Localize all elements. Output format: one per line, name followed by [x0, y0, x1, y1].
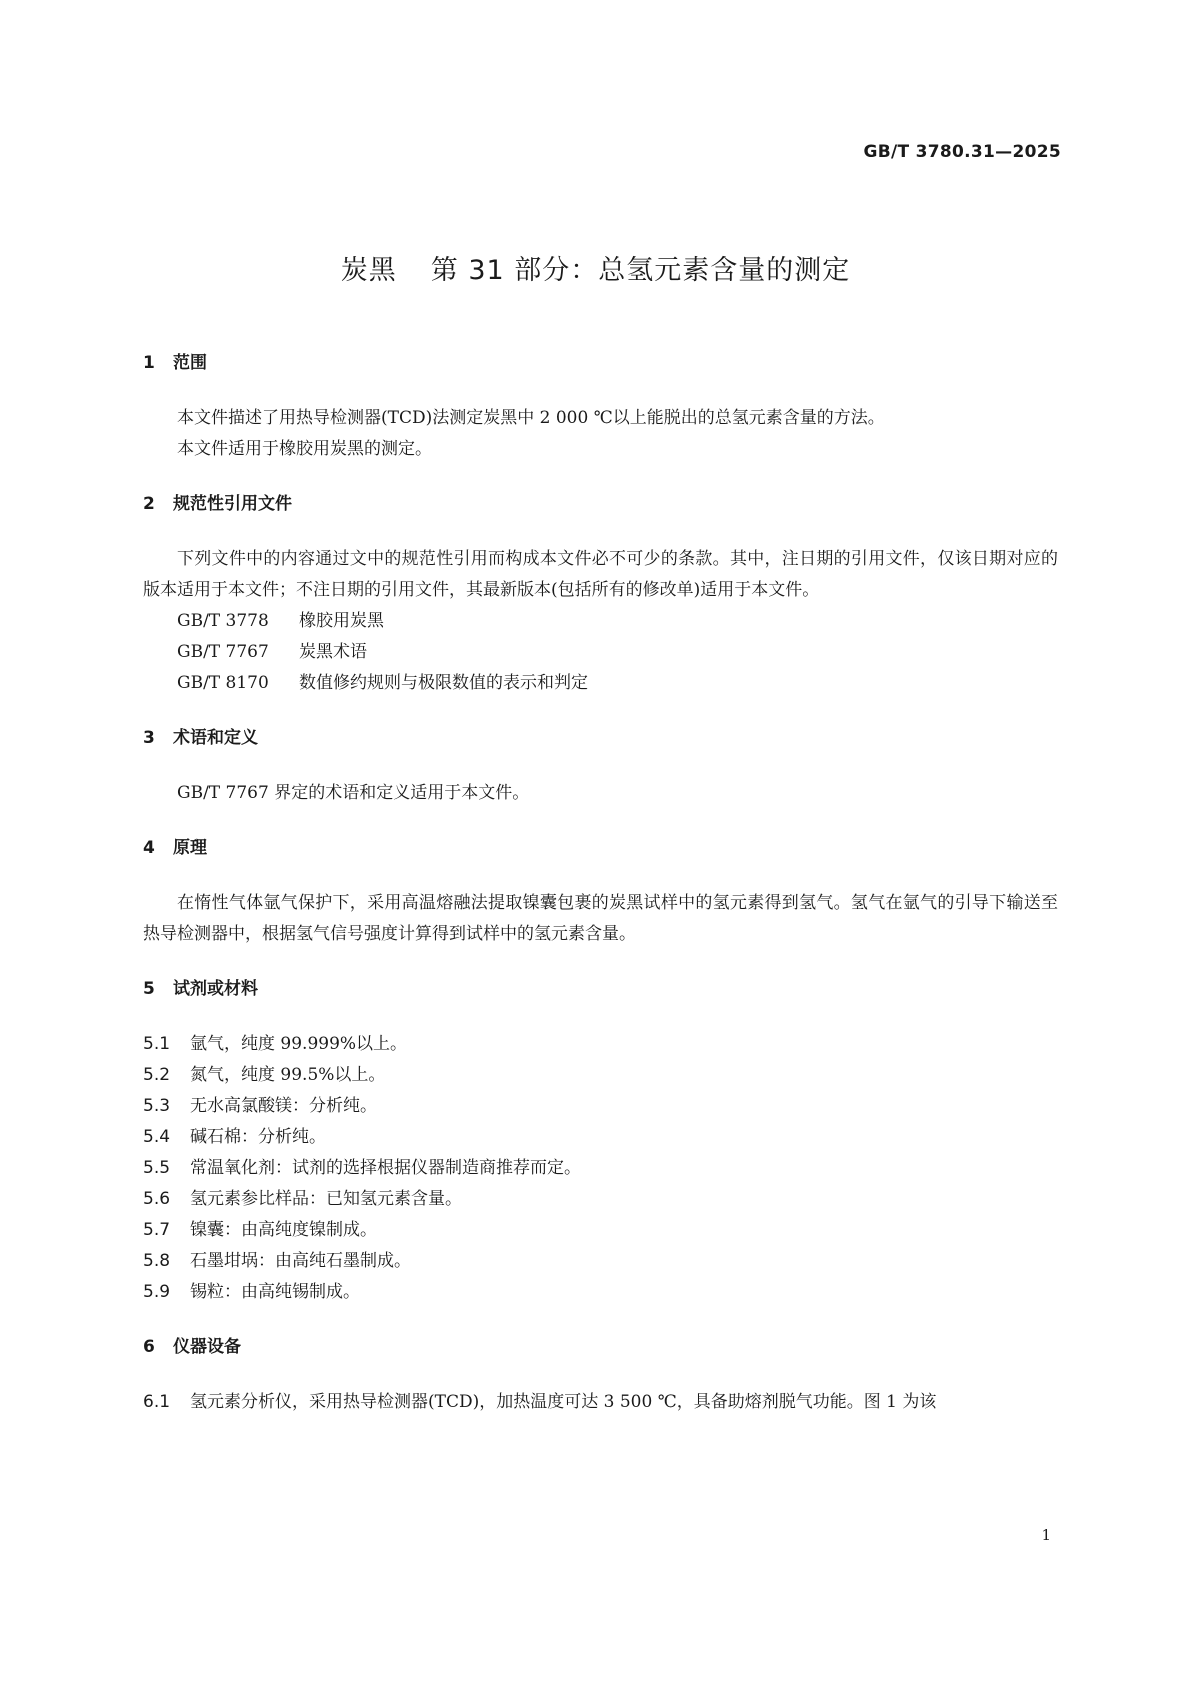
section-heading-1: 1 范围 — [143, 353, 207, 373]
list-item: 5.5 常温氧化剂：试剂的选择根据仪器制造商推荐而定。 — [143, 1158, 581, 1178]
list-item: 5.8 石墨坩埚：由高纯石墨制成。 — [143, 1251, 411, 1271]
paragraph: GB/T 7767 界定的术语和定义适用于本文件。 — [177, 783, 530, 803]
section-heading-2: 2 规范性引用文件 — [143, 494, 292, 514]
paragraph: 下列文件中的内容通过文中的规范性引用而构成本文件必不可少的条款。其中，注日期的引用文件，仅该日期对应的版本适用于本文件；不注日期的引用文件，其最新版本(包括所有的修改单)适用于本文件。 — [143, 549, 1058, 600]
standard-code: GB/T 3780.31—2025 — [863, 142, 1061, 162]
reference-item: GB/T 3778 橡胶用炭黑 — [177, 611, 384, 631]
paragraph: 在惰性气体氩气保护下，采用高温熔融法提取镍囊包裹的炭黑试样中的氢元素得到氢气。氢气在氩气的引导下输送至热导检测器中，根据氢气信号强度计算得到试样中的氢元素含量。 — [143, 893, 1058, 944]
paragraph: 本文件描述了用热导检测器(TCD)法测定炭黑中 2 000 ℃以上能脱出的总氢元素含量的方法。 — [177, 408, 885, 428]
list-item: 5.7 镍囊：由高纯度镍制成。 — [143, 1220, 377, 1240]
list-item: 5.1 氩气，纯度 99.999%以上。 — [143, 1034, 408, 1054]
reference-item: GB/T 8170 数值修约规则与极限数值的表示和判定 — [177, 673, 588, 693]
title-part-b: 第 31 部分：总氢元素含量的测定 — [430, 255, 851, 286]
section-heading-5: 5 试剂或材料 — [143, 979, 258, 999]
document-body — [143, 350, 1058, 1418]
list-item: 5.4 碱石棉：分析纯。 — [143, 1127, 326, 1147]
section-heading-4: 4 原理 — [143, 838, 207, 858]
list-item: 5.9 锡粒：由高纯锡制成。 — [143, 1282, 360, 1302]
list-item: 5.3 无水高氯酸镁：分析纯。 — [143, 1096, 377, 1116]
list-item: 5.2 氮气，纯度 99.5%以上。 — [143, 1065, 386, 1085]
reference-item: GB/T 7767 炭黑术语 — [177, 642, 367, 662]
list-item: 5.6 氢元素参比样品：已知氢元素含量。 — [143, 1189, 462, 1209]
document-title — [0, 248, 1191, 287]
page-number: 1 — [1041, 1526, 1051, 1544]
section-heading-3: 3 术语和定义 — [143, 728, 258, 748]
paragraph: 本文件适用于橡胶用炭黑的测定。 — [177, 439, 432, 459]
list-item: 6.1 氢元素分析仪，采用热导检测器(TCD)，加热温度可达 3 500 ℃，具备助熔剂脱气功能。图 1 为该 — [143, 1392, 937, 1412]
section-heading-6: 6 仪器设备 — [143, 1337, 241, 1357]
title-part-a: 炭黑 — [340, 255, 397, 286]
